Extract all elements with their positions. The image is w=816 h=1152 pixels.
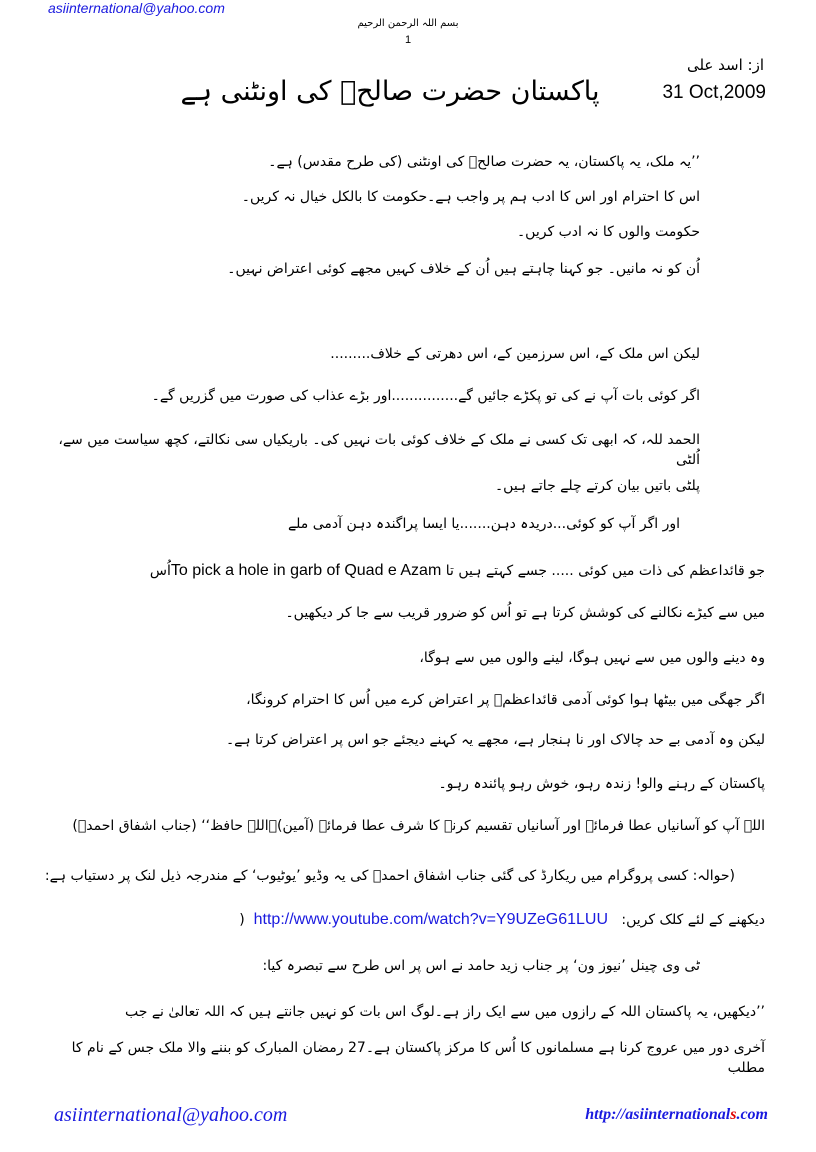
text-line: اللہ آپ کو آسانیاں عطا فرمائے اور آسانیاں تقسیم کرنے کا شرف عطا فرمائے (آمین)۔اللہ حافظ‘‘ (جناب اشفاق احمدؒ) (72, 818, 765, 834)
text-segment: جو قائداعظم کی ذات میں کوئی ..... جسے کہتے ہیں تا (445, 563, 765, 579)
text-line: حکومت والوں کا نہ ادب کریں۔ (516, 224, 700, 240)
text-line: پاکستان کے رہنے والو! زندہ رہو، خوش رہو پائندہ رہو۔ (438, 776, 765, 792)
text-line: اور اگر آپ کو کوئی...دریدہ دہن.......یا ایسا پراگندہ دہن آدمی ملے (287, 516, 680, 532)
site-prefix: http://asiinternational (585, 1106, 731, 1123)
date: 31 Oct,2009 (662, 82, 766, 103)
bismillah: بسم اللہ الرحمن الرحیم (357, 18, 459, 29)
text-line: لیکن وہ آدمی بے حد چالاک اور نا ہنجار ہے، مجھے یہ کہنے دیجئے جو اس پر اعتراض کرتا ہے۔ (225, 732, 765, 748)
text-line: وہ دینے والوں میں سے نہیں ہوگا، لینے والوں میں سے ہوگا، (419, 650, 765, 666)
text-line: آخری دور میں عروج کرنا ہے مسلمانوں کا اُس کا مرکز پاکستان ہے۔27 رمضان المبارک کو بننے والا ملک جس کے نام کا مطلب (71, 1040, 765, 1076)
footer-email-link[interactable]: asiinternational@yahoo.com (54, 1104, 288, 1126)
text-line: میں سے کیڑے نکالنے کی کوشش کرتا ہے تو اُس کو ضرور قریب سے جا کر دیکھیں۔ (285, 605, 765, 621)
author: از: اسد علی (686, 56, 764, 74)
text-line: الحمد للہ، کہ ابھی تک کسی نے ملک کے خلاف کوئی بات نہیں کی۔ باریکیاں سی نکالتے، کچھ سیاست میں سے، اُلٹی (58, 432, 700, 468)
text-line: اگر کوئی بات آپ نے کی تو پکڑے جائیں گے...............اور بڑے عذاب کی صورت میں گزریں گے۔ (151, 388, 700, 404)
site-suffix: .com (736, 1106, 768, 1123)
footer-website-link[interactable] (585, 1106, 768, 1124)
header-email-link[interactable]: asiinternational@yahoo.com (48, 0, 225, 16)
text-line (40, 561, 765, 581)
site-highlight: s (730, 1106, 737, 1123)
text-line: ٹی وی چینل ’نیوز ون‘ پر جناب زید حامد نے اس پر اس طرح سے تبصرہ کیا: (262, 958, 700, 974)
text-line: ’’یہ ملک، یہ پاکستان، یہ حضرت صالحؑ کی اونٹنی (کی طرح مقدس) ہے۔ (268, 154, 700, 170)
english-phrase: To pick a hole in garb of Quad e Azam (170, 562, 442, 579)
youtube-link[interactable]: http://www.youtube.com/watch?v=Y9UZeG61LUU (253, 911, 609, 928)
text-line: اگر جھگی میں بیٹھا ہوا کوئی آدمی قائداعظمؒ پر اعتراض کرے میں اُس کا احترام کرونگا، (246, 692, 765, 708)
page-title: پاکستان حضرت صالحؑ کی اونٹنی ہے (180, 76, 600, 107)
text-line: اس کا احترام اور اس کا ادب ہم پر واجب ہے۔حکومت کا بالکل خیال نہ کریں۔ (241, 189, 700, 205)
text-line (40, 910, 765, 930)
text-line: لیکن اس ملک کے، اس سرزمین کے، اس دھرتی کے خلاف......... (330, 346, 700, 362)
text-line: ’’دیکھیں، یہ پاکستان اللہ کے رازوں میں سے ایک راز ہے۔لوگ اس بات کو نہیں جانتے ہیں کہ اللہ تعالیٰ نے جب (125, 1004, 765, 1020)
text-line: (حوالہ: کسی پروگرام میں ریکارڈ کی گئی جناب اشفاق احمدؒ کی یہ وڈیو ’یوٹیوب‘ کے مندرجہ ذیل لنک پر دستیاب ہے: (44, 868, 735, 884)
text-segment: دیکھنے کے لئے کلک کریں: (621, 912, 765, 928)
text-line: اُن کو نہ مانیں۔ جو کہنا چاہتے ہیں اُن کے خلاف کہیں مجھے کوئی اعتراض نہیں۔ (227, 261, 700, 277)
text-line: پلٹی باتیں بیان کرتے چلے جاتے ہیں۔ (494, 478, 700, 494)
text-segment: اُس (149, 563, 171, 579)
page-number: 1 (404, 34, 412, 46)
text-segment: ( (239, 912, 245, 928)
